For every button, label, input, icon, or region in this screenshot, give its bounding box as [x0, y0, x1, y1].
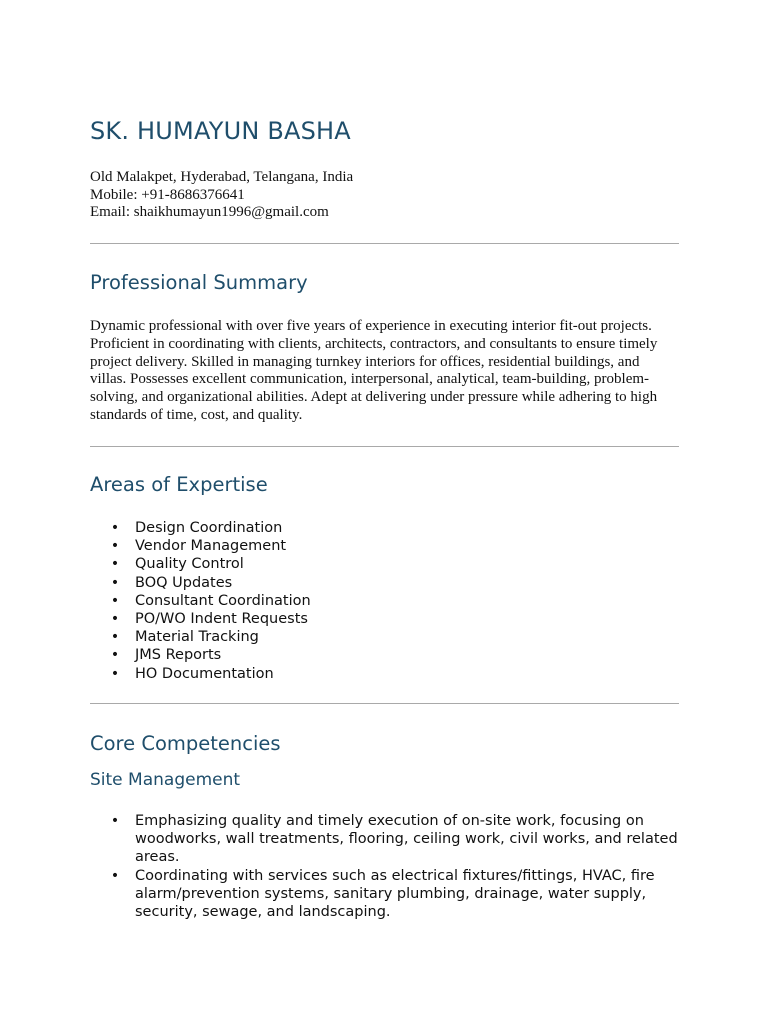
expertise-heading: Areas of Expertise: [90, 473, 268, 496]
competency-item-text: Coordinating with services such as electrical fixtures/fittings, HVAC, fire alarm/prevention systems, sanitary plumbing, drainage, water supply, security, sewage, and landscaping.: [135, 867, 655, 921]
list-item: [90, 867, 679, 922]
expertise-item-label: JMS Reports: [135, 647, 222, 664]
site-management-heading: Site Management: [90, 770, 241, 790]
address-line: Old Malakpet, Hyderabad, Telangana, India: [90, 169, 354, 185]
bullet-icon: •: [110, 520, 120, 536]
expertise-list: [90, 519, 679, 683]
bullet-icon: •: [110, 665, 120, 682]
expertise-item-label: BOQ Updates: [135, 574, 233, 591]
section-divider: [90, 243, 679, 244]
list-item: [90, 519, 679, 537]
contact-block: [90, 169, 679, 222]
bullet-icon: •: [110, 556, 120, 573]
bullet-icon: •: [110, 592, 120, 609]
list-item: [90, 646, 679, 664]
expertise-item-label: PO/WO Indent Requests: [135, 611, 308, 628]
mobile-line: Mobile: +91-8686376641: [90, 186, 245, 203]
bullet-icon: •: [110, 611, 120, 628]
expertise-item-label: Material Tracking: [135, 629, 259, 646]
list-item: [90, 610, 679, 628]
summary-heading: Professional Summary: [90, 271, 308, 294]
candidate-name: SK. HUMAYUN BASHA: [90, 117, 351, 145]
competencies-list: [90, 812, 679, 921]
list-item: [90, 537, 679, 555]
expertise-item-label: Vendor Management: [135, 538, 287, 555]
list-item: [90, 555, 679, 573]
section-divider: [90, 446, 679, 447]
expertise-item-label: Quality Control: [135, 556, 244, 573]
bullet-icon: •: [110, 574, 120, 591]
list-item: [90, 665, 679, 683]
competencies-heading: Core Competencies: [90, 732, 281, 755]
list-item: [90, 812, 679, 867]
competency-item-text: Emphasizing quality and timely execution of on-site work, focusing on woodworks, wall treatments, flooring, ceiling work, civil works, and related areas.: [135, 813, 678, 866]
bullet-icon: •: [110, 538, 120, 555]
bullet-icon: •: [110, 867, 120, 884]
bullet-icon: •: [110, 629, 120, 646]
bullet-icon: •: [110, 647, 120, 664]
bullet-icon: •: [110, 813, 120, 829]
section-divider: [90, 703, 679, 704]
expertise-item-label: HO Documentation: [135, 665, 274, 682]
email-line: Email: shaikhumayun1996@gmail.com: [90, 204, 329, 220]
expertise-item-label: Design Coordination: [135, 520, 283, 536]
list-item: [90, 628, 679, 646]
expertise-item-label: Consultant Coordination: [135, 592, 311, 609]
list-item: [90, 574, 679, 592]
list-item: [90, 592, 679, 610]
summary-text: Dynamic professional with over five years of experience in executing interior fit-out projects. Proficient in coordinating with clients, architects, contractors, and consultants to ensure timely project delivery. Skilled in managing turnkey interiors for offices, residential buildings, and villas. Possesses excellent communication, interpersonal, analytical, team-building, problem-solving, and organizational abilities. Adept at delivering under pressure while adhering to high standards of time, cost, and quality.: [90, 318, 658, 423]
